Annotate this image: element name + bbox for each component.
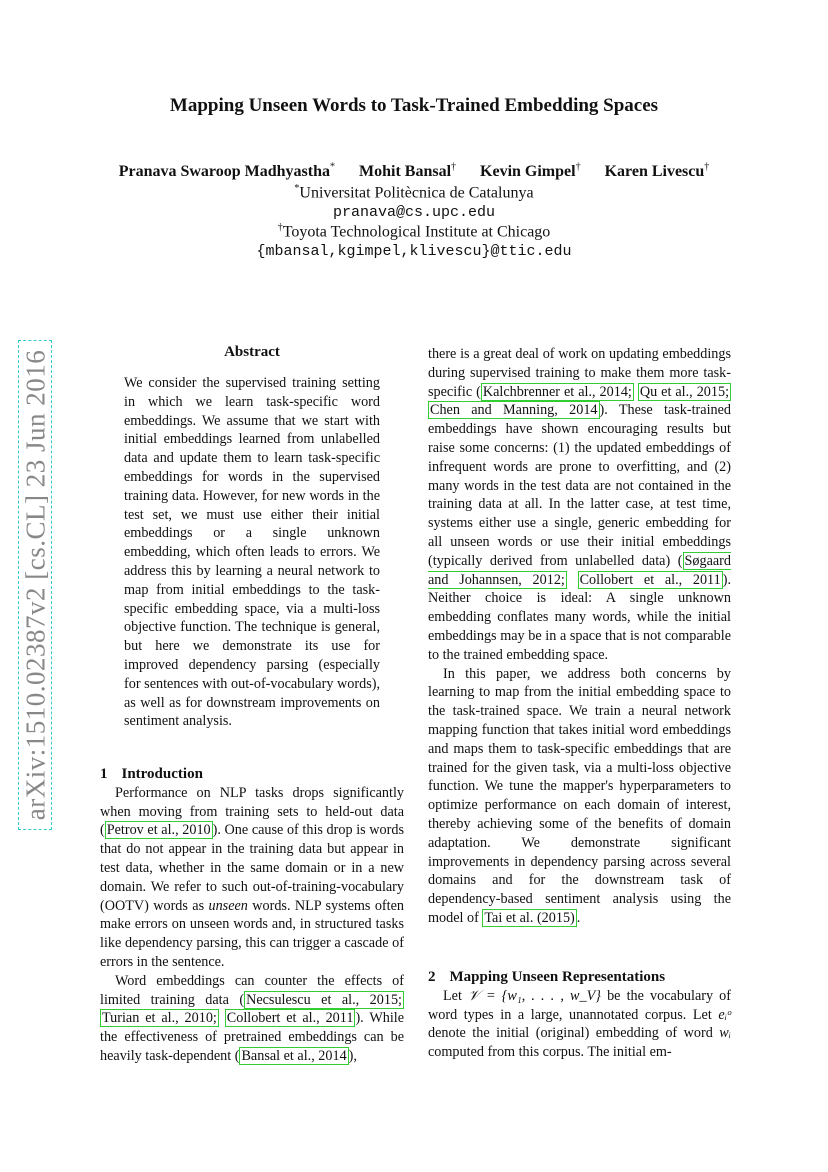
paper-title: Mapping Unseen Words to Task-Trained Embedding Spaces xyxy=(169,95,659,116)
right-column xyxy=(428,345,731,928)
abstract-heading: Abstract xyxy=(224,344,280,360)
math-vocabulary: 𝒱 = {w₁, . . . , w_V} xyxy=(468,987,601,1004)
affiliation-2: †Toyota Technological Institute at Chicago xyxy=(277,222,551,241)
author-list xyxy=(0,162,828,181)
author: Pranava Swaroop Madhyastha* xyxy=(118,162,335,181)
author: Karen Livescu† xyxy=(604,162,710,181)
author: Kevin Gimpel† xyxy=(480,162,581,181)
citation-link[interactable]: Collobert et al., 2011 xyxy=(579,571,721,588)
citation-link[interactable]: Tai et al. (2015) xyxy=(484,909,575,926)
paragraph: Performance on NLP tasks drops significantly when moving from training sets to held-out data ( Petrov et al., 2010 ). One cause of this drop is words that do not appear in the training data but appear in test data, whether in the same domain or in a new domain. We refer to such out-of-training-vocabulary (OOTV) words as unseen words. NLP systems often make errors on unseen words and, in structured tasks like dependency parsing, this can trigger a cascade of errors in the sentence. xyxy=(100,784,404,970)
email-1[interactable]: pranava@cs.upc.edu xyxy=(332,204,496,221)
email-2[interactable]: {mbansal,kgimpel,klivescu}@ttic.edu xyxy=(256,243,572,260)
section-heading: 2 Mapping Unseen Representations xyxy=(428,969,666,985)
arxiv-identifier[interactable]: arXiv:1510.02387v2 [cs.CL] 23 Jun 2016 xyxy=(20,349,51,821)
paragraph: In this paper, we address both concerns by learning to map from the initial embedding space to the task-trained space. We train a neural network mapping function that takes initial word embeddings and maps them to task-specific embeddings that are trained for the given task, via a multi-loss objective function. We tune the mapper's hyperparameters to optimize performance on each domain of interest, thereby achieving some of the benefits of domain adaptation. We demonstrate significant improvements in dependency parsing across several domains and for the downstream task of dependency-based sentiment analysis using the model of Tai et al. (2015) . xyxy=(428,665,731,926)
citation-link[interactable]: Petrov et al., 2010 xyxy=(106,822,211,839)
author: Mohit Bansal† xyxy=(359,162,457,181)
citation-link[interactable]: Kalchbrenner et al., 2014; xyxy=(482,383,632,400)
paragraph: Let 𝒱 = {w₁, . . . , w_V} be the vocabulary of word types in a large, unannotated corpus. Let eᵢᵒ denote the initial (original) embedding of word wᵢ computed from this corpus. The initial em- xyxy=(428,987,731,1061)
citation-link[interactable]: Collobert et al., 2011 xyxy=(226,1010,354,1027)
paragraph: there is a great deal of work on updating embeddings during supervised training to make them more task-specific ( Kalchbrenner et al., 2014; Qu et al., 2015; Chen and Manning, 2014 ). These task-trained embeddings have shown encouraging results but raise some concerns: (1) the updated embeddings of infrequent words are prone to overfitting, and (2) many words in the test data are not contained in the training data at all. In the latter case, at test time, systems either use a single, generic embedding for all unseen words or use their initial embeddings (typically derived from unlabelled data) ( Søgaard and Johannsen, 2012; Collobert et al., 2011 ). Neither choice is ideal: A single unknown embedding conflates many words, while the initial embeddings may be in a space that is not comparable to the trained embedding space. xyxy=(428,346,732,663)
citation-link[interactable]: Necsulescu et al., 2015; xyxy=(246,991,402,1008)
citation-link[interactable]: Qu et al., 2015; xyxy=(639,383,730,400)
section-introduction xyxy=(100,765,404,1066)
math-embedding: eᵢᵒ xyxy=(718,1006,731,1023)
citation-link[interactable]: Turian et al., 2010; xyxy=(102,1010,217,1027)
citation-link[interactable]: Chen and Manning, 2014 xyxy=(430,402,598,419)
affiliation-1: *Universitat Politècnica de Catalunya xyxy=(294,183,534,202)
citation-link[interactable]: Bansal et al., 2014 xyxy=(241,1047,347,1064)
math-word: wᵢ xyxy=(719,1025,731,1042)
section-mapping xyxy=(428,968,731,1062)
paragraph: Word embeddings can counter the effects of limited training data ( Necsulescu et al., 2015; Turian et al., 2010; Collobert et al., 2011 ). While the effectiveness of pretrained embeddings can be heavily task-dependent ( Bansal et al., 2014 ), xyxy=(100,972,405,1064)
abstract-text: We consider the supervised training setting in which we learn task-specific word embeddings. We assume that we start with initial embeddings learned from unlabelled data and update them to learn task-specific embeddings for words in the supervised training data. However, for new words in the test set, we must use either their initial embeddings or a single unknown embedding, which often leads to errors. We address this by learning a neural network to map from initial embeddings to the task-specific embedding space, via a multi-loss objective function. The technique is general, but here we demonstrate its use for improved dependency parsing (especially for sentences with out-of-vocabulary words), as well as for downstream improvements on sentiment analysis. xyxy=(124,375,380,730)
citation-link[interactable]: Søgaard and Johannsen, 2012; xyxy=(428,552,731,588)
section-heading: 1 Introduction xyxy=(100,766,203,782)
